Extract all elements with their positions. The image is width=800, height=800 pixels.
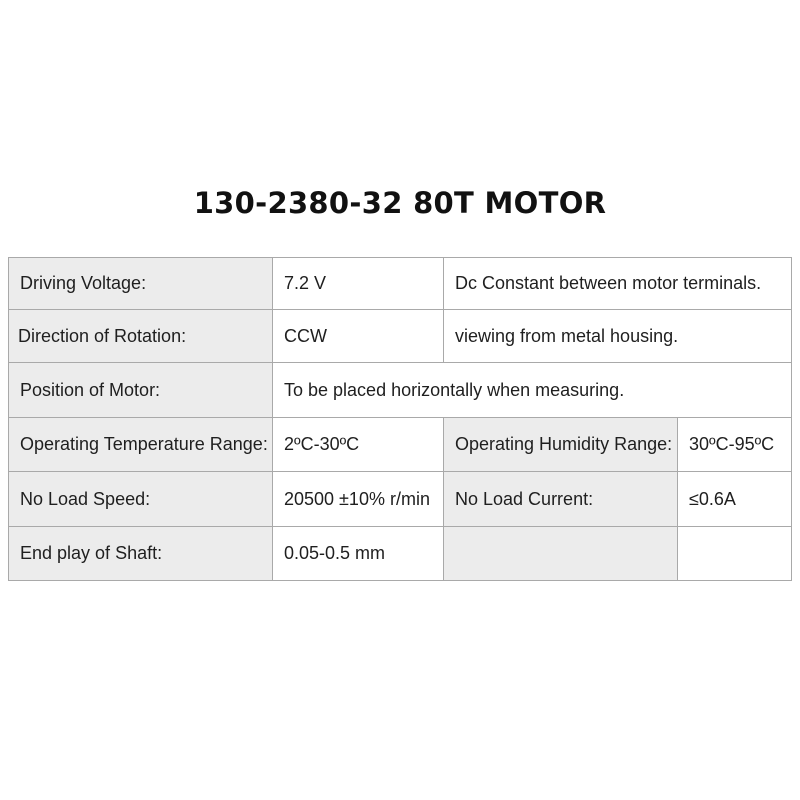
no-load-speed-label: No Load Speed: xyxy=(9,472,273,527)
driving-voltage-label: Driving Voltage: xyxy=(9,258,273,310)
operating-humidity-value: 30ºC-95ºC xyxy=(678,418,792,472)
driving-voltage-value: 7.2 V xyxy=(273,258,444,310)
position-of-motor-value: To be placed horizontally when measuring. xyxy=(273,363,792,418)
end-play-of-shaft-value: 0.05-0.5 mm xyxy=(273,527,444,581)
table-row-driving-voltage xyxy=(9,258,792,310)
table-row-no-load xyxy=(9,472,792,527)
operating-temperature-value: 2ºC-30ºC xyxy=(273,418,444,472)
position-of-motor-label: Position of Motor: xyxy=(9,363,273,418)
direction-of-rotation-value: CCW xyxy=(273,310,444,363)
table-row-position-of-motor xyxy=(9,363,792,418)
empty-value-cell xyxy=(678,527,792,581)
direction-of-rotation-note: viewing from metal housing. xyxy=(444,310,792,363)
no-load-current-label: No Load Current: xyxy=(444,472,678,527)
no-load-current-value: ≤0.6A xyxy=(678,472,792,527)
operating-humidity-label: Operating Humidity Range: xyxy=(444,418,678,472)
page-title: 130-2380-32 80T MOTOR xyxy=(193,186,607,220)
no-load-speed-value: 20500 ±10% r/min xyxy=(273,472,444,527)
driving-voltage-note: Dc Constant between motor terminals. xyxy=(444,258,792,310)
table-row-end-play xyxy=(9,527,792,581)
direction-of-rotation-label: Direction of Rotation: xyxy=(9,310,273,363)
operating-temperature-label: Operating Temperature Range: xyxy=(9,418,273,472)
spec-table xyxy=(8,257,792,581)
table-row-direction-of-rotation xyxy=(9,310,792,363)
end-play-of-shaft-label: End play of Shaft: xyxy=(9,527,273,581)
table-row-operating-ranges xyxy=(9,418,792,472)
empty-label-cell xyxy=(444,527,678,581)
